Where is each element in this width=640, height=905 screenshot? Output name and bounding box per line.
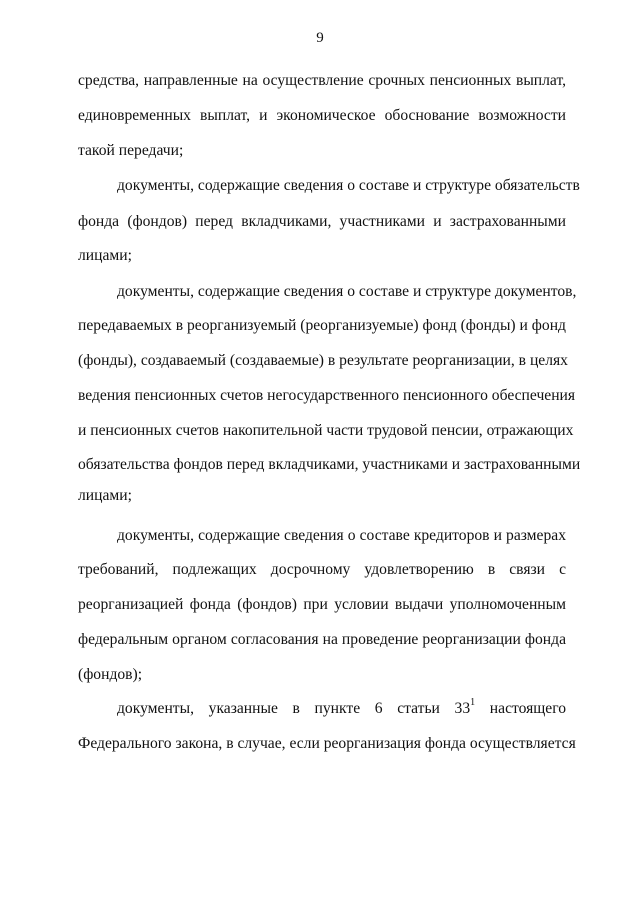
text-line: (фонды), создаваемый (создаваемые) в результате реорганизации, в целях: [78, 352, 568, 369]
text-line: лицами;: [78, 487, 132, 504]
text-line: фонда (фондов) перед вкладчиками, участниками и застрахованными: [78, 213, 566, 230]
text-line: документы, содержащие сведения о составе и структуре обязательств: [117, 177, 580, 194]
text-segment: документы, указанные в пункте 6 статьи 33: [117, 700, 471, 717]
text-segment: настоящего: [475, 700, 566, 717]
text-line: и пенсионных счетов накопительной части трудовой пенсии, отражающих: [78, 422, 574, 439]
text-line: федеральным органом согласования на проведение реорганизации фонда: [78, 631, 566, 648]
text-line: обязательства фондов перед вкладчиками, участниками и застрахованными: [78, 456, 581, 473]
text-line: реорганизацией фонда (фондов) при условии выдачи уполномоченным: [78, 596, 566, 613]
text-line: требований, подлежащих досрочному удовлетворению в связи с: [78, 561, 566, 578]
text-line: Федерального закона, в случае, если реорганизация фонда осуществляется: [78, 735, 576, 752]
text-line: ведения пенсионных счетов негосударственного пенсионного обеспечения: [78, 387, 576, 404]
superscript: 1: [470, 696, 476, 708]
text-line-with-superscript: [117, 696, 566, 719]
text-line: (фондов);: [78, 666, 143, 683]
text-line: документы, содержащие сведения о составе кредиторов и размерах: [117, 527, 566, 544]
text-line: лицами;: [78, 247, 132, 264]
text-line: единовременных выплат, и экономическое обоснование возможности: [78, 107, 566, 124]
text-line: документы, содержащие сведения о составе и структуре документов,: [117, 283, 577, 300]
page-number: 9: [316, 30, 324, 46]
text-line: средства, направленные на осуществление срочных пенсионных выплат,: [78, 72, 566, 89]
text-line: передаваемых в реорганизуемый (реорганизуемые) фонд (фонды) и фонд: [78, 317, 566, 334]
text-line: такой передачи;: [78, 142, 184, 159]
